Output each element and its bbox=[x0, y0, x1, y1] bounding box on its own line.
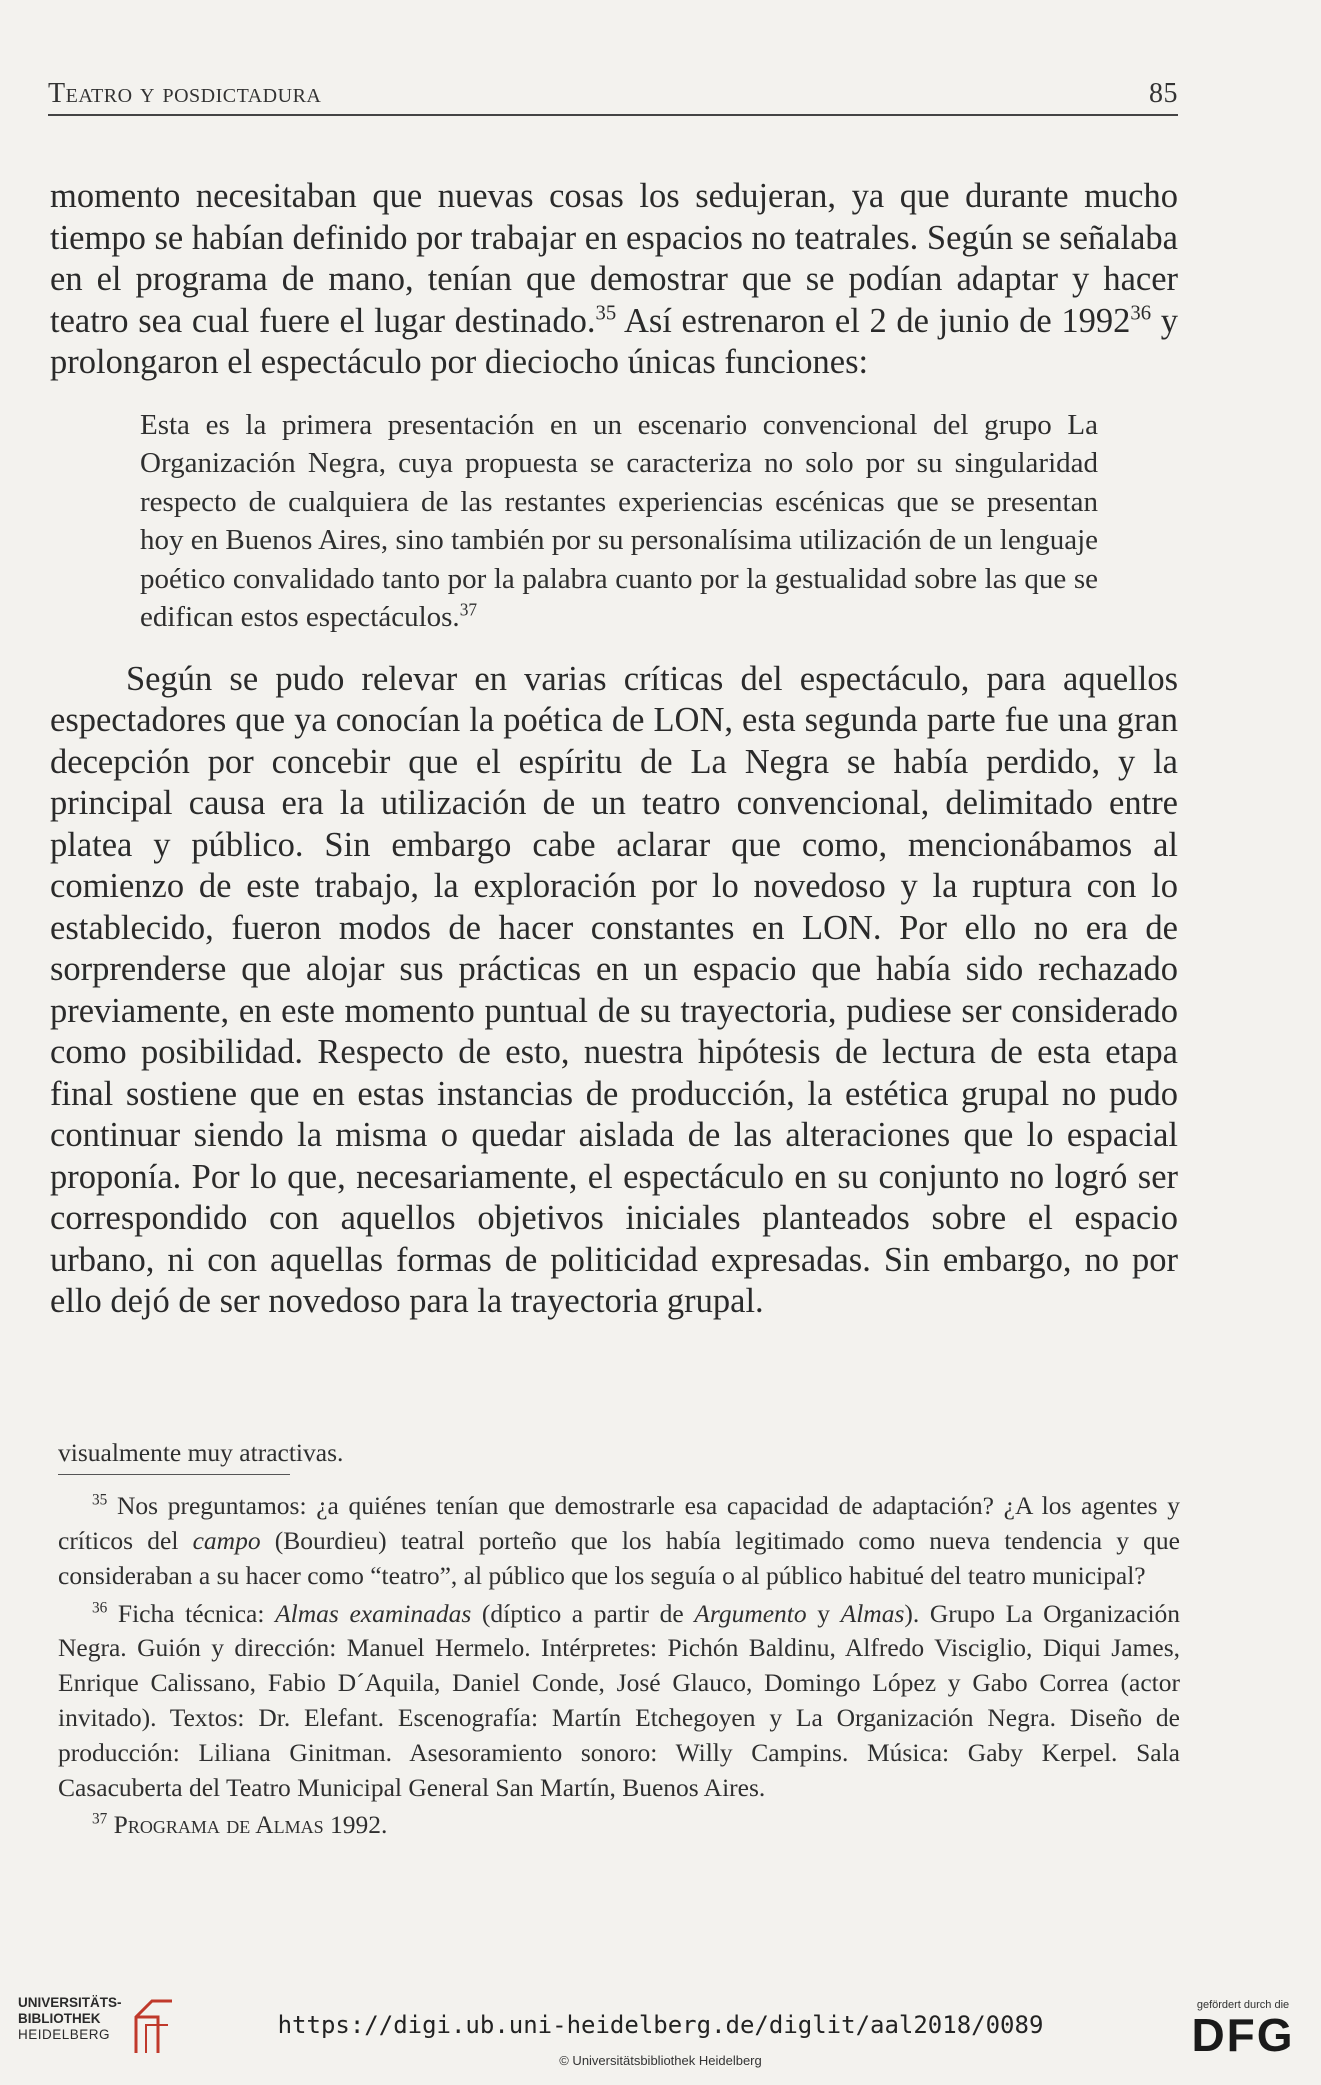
footnote-text: y bbox=[806, 1598, 841, 1628]
footnote-number: 37 bbox=[92, 1810, 108, 1828]
footnote-italic: Almas examinadas bbox=[275, 1598, 472, 1628]
paragraph-1 bbox=[50, 176, 1178, 384]
paragraph-1-text-2: Así estrenaron el 2 de junio de 1992 bbox=[616, 301, 1131, 340]
footnote-ref-35[interactable]: 35 bbox=[595, 302, 617, 324]
footnote-ref-36[interactable]: 36 bbox=[1130, 302, 1152, 324]
footnote-rule bbox=[58, 1474, 290, 1476]
dfg-caption: gefördert durch die bbox=[1196, 1999, 1290, 2011]
footnote-italic: Argumento bbox=[694, 1598, 807, 1628]
ub-logo-line-3: HEIDELBERG bbox=[18, 2027, 111, 2042]
main-text bbox=[50, 176, 1178, 1323]
footnote-37 bbox=[58, 1808, 1180, 1843]
page-number: 85 bbox=[1149, 78, 1178, 109]
paragraph-1-text-3: y prolongaron el espectáculo por dieciocho únicas funciones: bbox=[50, 301, 1178, 381]
paragraph-2: Según se pudo relevar en varias críticas del espectáculo, para aquellos espectadores que ya conocían la poética de LON, esta segunda parte fue una gran decepción por concebir que el espíritu de La Negra se había perdido, y la principal causa era la utilización de un teatro convencional, delimitado entre platea y público. Sin embargo cabe aclarar que como, mencionábamos al comienzo de este trabajo, la exploración por lo novedoso y la ruptura con lo establecido, fueron modos de hacer constantes en LON. Por ello no era de sorprenderse que alojar sus prácticas en un espacio que había sido rechazado previamente, en este momento puntual de su trayectoria, pudiese ser considerado como posibilidad. Respecto de esto, nuestra hipótesis de lectura de esta etapa final sostiene que en estas instancias de producción, la estética grupal no pudo continuar siendo la misma o quedar aislada de las alteraciones que lo espacial proponía. Por lo que, necesariamente, el espectáculo en su conjunto no logró ser correspondido con aquellos objetivos iniciales planteados sobre el espacio urbano, ni con aquellas formas de politicidad expresadas. Sin embargo, no por ello dejó de ser novedoso para la trayectoria grupal. bbox=[50, 659, 1178, 1320]
footnote-number: 35 bbox=[92, 1491, 108, 1509]
dfg-wordmark: DFG bbox=[1191, 2009, 1295, 2061]
block-quote-text: Esta es la primera presentación en un escenario convencional del grupo La Organización Negra, cuya propuesta se caracteriza no solo por su singularidad respecto de cualquiera de las restantes experiencias escénicas que se presentan hoy en Buenos Aires, sino también por su personalísima utilización de un lenguaje poético convalidado tanto por la palabra cuanto por la gestualidad sobre las que se edifican estos espectáculos. bbox=[140, 408, 1098, 633]
footnotes bbox=[58, 1436, 1180, 1846]
footnote-continuation: visualmente muy atractivas. bbox=[58, 1438, 344, 1467]
ub-logo-line-1: UNIVERSITÄTS- bbox=[18, 1995, 122, 2010]
footnote-text: Ficha técnica: bbox=[107, 1598, 276, 1628]
footnote-italic: campo bbox=[192, 1526, 261, 1556]
block-quote bbox=[140, 406, 1098, 637]
footnote-ref-37[interactable]: 37 bbox=[459, 599, 478, 620]
header-rule bbox=[48, 114, 1178, 116]
paragraph-1-text: momento necesitaban que nuevas cosas los sedujeran, ya que durante mucho tiempo se habían definido por trabajar en espacios no teatrales. Según se señalaba en el programa de mano, tenían que demostrar que se podían adaptar y hacer teatro sea cual fuere el lugar destinado. bbox=[50, 177, 1178, 340]
footnote-text: (Bourdieu) teatral porteño que los había legitimado como nueva tendencia y que consideraban a su hacer como “teatro”, al público que los seguía o al público habitué del teatro municipal? bbox=[58, 1526, 1180, 1590]
footnote-text: Programa de Almas 1992. bbox=[107, 1810, 388, 1840]
running-title: Teatro y posdictadura bbox=[48, 78, 322, 109]
footnote-36 bbox=[58, 1597, 1180, 1806]
digitization-footer bbox=[0, 1975, 1321, 2085]
running-head bbox=[48, 78, 1178, 110]
footnote-italic: Almas bbox=[840, 1598, 905, 1628]
copyright-notice: © Universitätsbibliothek Heidelberg bbox=[559, 2053, 762, 2068]
footnote-text: ). Grupo La Organización Negra. Guión y dirección: Manuel Hermelo. Intérpretes: Pichón Baldinu, Alfredo Visciglio, Diqui James, Enrique Calissano, Fabio D´Aquila, Daniel Conde, José Glauco, Domingo López y Gabo Correa (actor invitado). Textos: Dr. Elefant. Escenografía: Martín Etchegoyen y La Organización Negra. Diseño de producción: Liliana Ginitman. Asesoramiento sonoro: Willy Campins. Música: Gaby Kerpel. Sala Casacuberta del Teatro Municipal General San Martín, Buenos Aires. bbox=[58, 1598, 1181, 1802]
footnote-35 bbox=[58, 1489, 1180, 1593]
ub-logo-line-2: BIBLIOTHEK bbox=[18, 2011, 101, 2026]
footnote-text: Nos preguntamos: ¿a quiénes tenían que demostrarle esa capacidad de adaptación? ¿A los agentes y críticos del bbox=[58, 1491, 1180, 1556]
footnote-number: 36 bbox=[92, 1599, 108, 1617]
dfg-logo[interactable] bbox=[1178, 1999, 1308, 2069]
permalink-url[interactable]: https://digi.ub.uni-heidelberg.de/diglit/aal2018/0089 bbox=[277, 2011, 1044, 2039]
footnote-text: (díptico a partir de bbox=[471, 1598, 695, 1628]
